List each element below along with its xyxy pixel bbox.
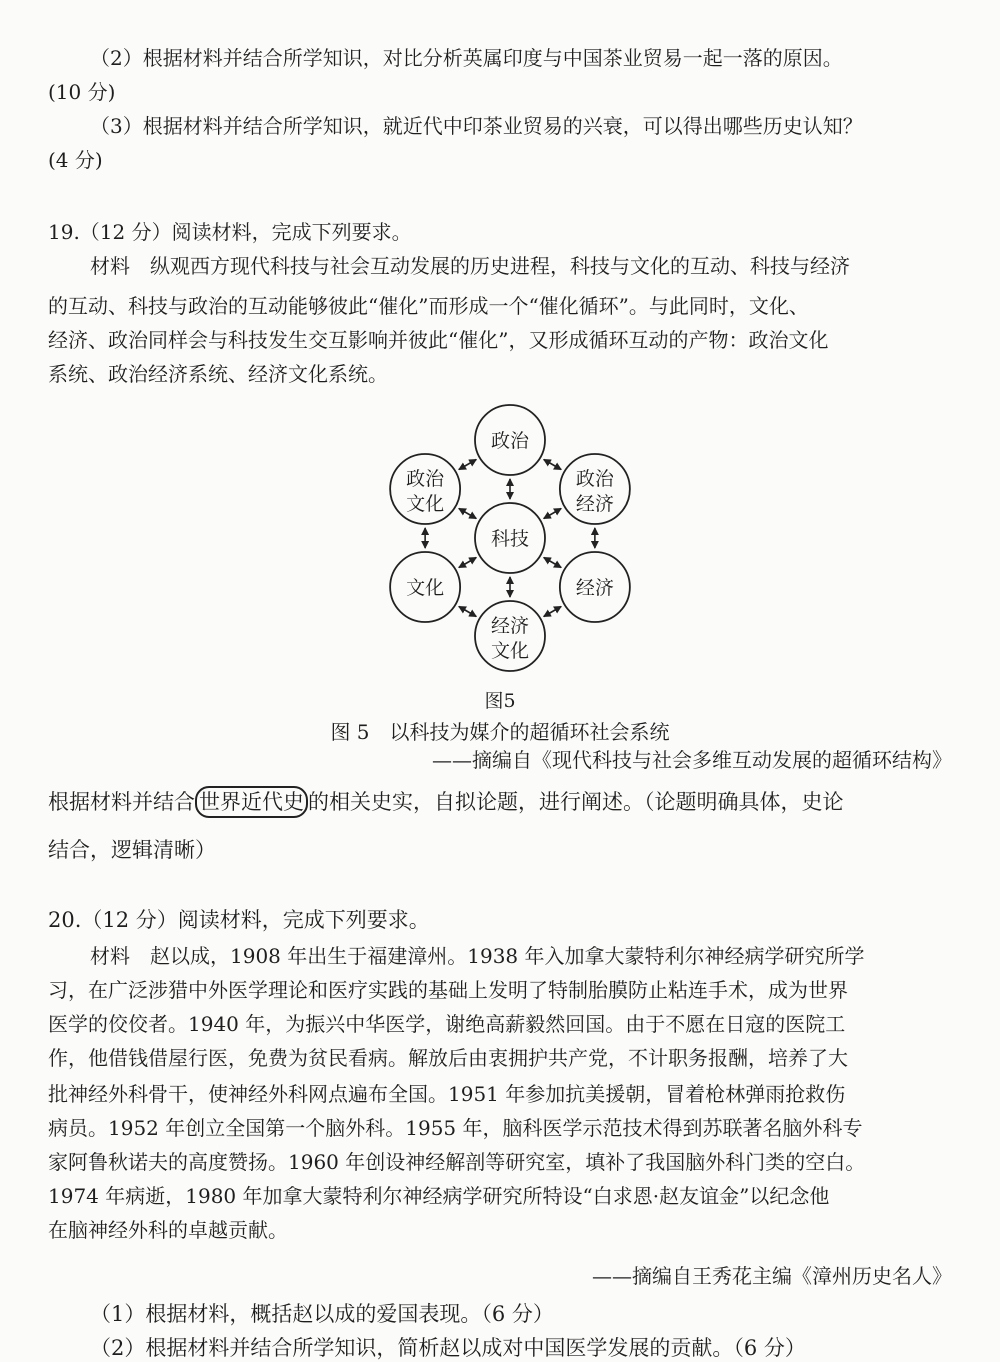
- q19-task-text: 根据材料并结合: [48, 790, 195, 814]
- q19-material-line: 的互动、科技与政治的互动能够彼此“催化”而形成一个“催化循环”。与此同时，文化、: [48, 294, 809, 318]
- double-arrow: [544, 558, 561, 568]
- figure-caption: 图 5 以科技为媒介的超循环社会系统: [330, 720, 670, 744]
- diagram-node: [560, 552, 630, 622]
- node-label: 经济: [575, 577, 614, 599]
- q20-material-line: 家阿鲁秋诺夫的高度赞扬。1960 年创设神经解剖等研究室，填补了我国脑外科门类的空白。: [48, 1150, 866, 1174]
- node-label: 科技: [490, 528, 530, 550]
- node-label: 文化: [406, 577, 445, 599]
- node-label: 政治: [406, 468, 445, 490]
- double-arrow: [459, 509, 476, 519]
- diagram-node: [390, 552, 460, 622]
- q19-task: [48, 786, 958, 818]
- node-label: 经济: [490, 615, 530, 637]
- node-label: 政治: [490, 430, 530, 452]
- q19-heading: 19.（12 分）阅读材料，完成下列要求。: [48, 220, 412, 244]
- node-label: 经济: [575, 493, 614, 515]
- diagram-node: [475, 405, 545, 475]
- double-arrow: [544, 607, 561, 617]
- diagram-center-node: [475, 503, 545, 573]
- q20-material-line: 材料 赵以成，1908 年出生于福建漳州。1938 年入加拿大蒙特利尔神经病学研究所学: [90, 944, 865, 968]
- q19-material-line: 材料 纵观西方现代科技与社会互动发展的历史进程，科技与文化的互动、科技与经济: [90, 254, 850, 278]
- q18-sub2: （2）根据材料并结合所学知识，对比分析英属印度与中国茶业贸易一起一落的原因。: [90, 46, 843, 70]
- double-arrow: [459, 460, 476, 470]
- diagram-node: [390, 454, 460, 524]
- q20-material-line: 习，在广泛涉猎中外医学理论和医疗实践的基础上发明了特制胎膜防止粘连手术，成为世界: [48, 978, 848, 1002]
- figure-label: 图5: [484, 690, 516, 712]
- q20-heading: 20.（12 分）阅读材料，完成下列要求。: [48, 908, 430, 932]
- q20-material-line: 1974 年病逝，1980 年加拿大蒙特利尔神经病学研究所特设“白求恩·赵友谊金”以纪念他: [48, 1184, 830, 1208]
- q18-sub3: （3）根据材料并结合所学知识，就近代中印茶业贸易的兴衰，可以得出哪些历史认知？: [90, 114, 863, 138]
- q18-sub2-score: (10 分): [48, 80, 116, 104]
- node-label: 文化: [490, 640, 530, 662]
- diagram-node: [475, 601, 545, 671]
- q20-material-line: 批神经外科骨干，使神经外科网点遍布全国。1951 年参加抗美援朝，冒着枪林弹雨抢救伤: [48, 1082, 846, 1106]
- q20-material-line: 在脑神经外科的卓越贡献。: [48, 1218, 288, 1242]
- q20-sub1: （1）根据材料，概括赵以成的爱国表现。（6 分）: [90, 1302, 554, 1326]
- q20-material-line: 病员。1952 年创立全国第一个脑外科。1955 年，脑科医学示范技术得到苏联著名脑外科专: [48, 1116, 863, 1140]
- double-arrow: [544, 460, 561, 470]
- node-label: 政治: [575, 468, 614, 490]
- double-arrow: [459, 607, 476, 617]
- circled-emphasis: 世界近代史: [195, 786, 308, 818]
- q20-material-line: 作，他借钱借屋行医，免费为贫民看病。解放后由衷拥护共产党，不计职务报酬，培养了大: [48, 1046, 848, 1070]
- q18-sub3-score: (4 分): [48, 148, 103, 172]
- q19-source: ——摘编自《现代科技与社会多维互动发展的超循环结构》: [432, 748, 952, 772]
- q19-task-text: 的相关史实，自拟论题，进行阐述。（论题明确具体，史论: [308, 790, 844, 814]
- double-arrow: [544, 509, 561, 519]
- diagram-node: [560, 454, 630, 524]
- node-label: 文化: [406, 493, 445, 515]
- q19-task-line2: 结合，逻辑清晰）: [48, 838, 216, 862]
- q20-source: ——摘编自王秀花主编《漳州历史名人》: [592, 1264, 952, 1288]
- q19-material-line: 经济、政治同样会与科技发生交互影响并彼此“催化”，又形成循环互动的产物：政治文化: [48, 328, 829, 352]
- q19-material-line: 系统、政治经济系统、经济文化系统。: [48, 362, 388, 386]
- double-arrow: [459, 558, 476, 568]
- q20-sub2: （2）根据材料并结合所学知识，简析赵以成对中国医学发展的贡献。（6 分）: [90, 1336, 806, 1360]
- hypercycle-diagram: [370, 398, 650, 688]
- q20-material-line: 医学的佼佼者。1940 年，为振兴中华医学，谢绝高薪毅然回国。由于不愿在日寇的医院工: [48, 1012, 846, 1036]
